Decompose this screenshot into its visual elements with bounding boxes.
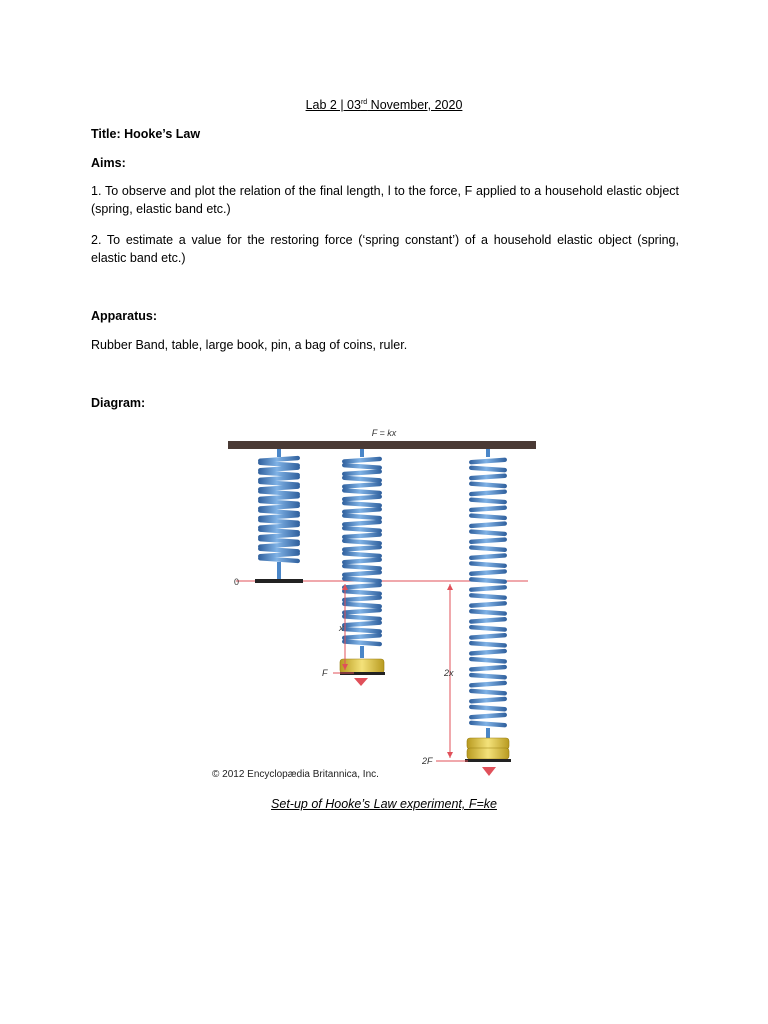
- support-bar: [228, 441, 536, 449]
- aim-item-1: 1. To observe and plot the relation of the final length, l to the force, F applied to a household elastic object (spring, elastic band etc.): [91, 184, 679, 216]
- spring-f-coil: [342, 583, 382, 590]
- spring-2f-coil: [469, 641, 507, 648]
- spring-f-coil: [342, 538, 382, 545]
- spring-2f-coil: [469, 649, 507, 656]
- spring-f-coil: [342, 463, 382, 470]
- x-label: x: [339, 623, 344, 633]
- spring-2f-coil: [469, 689, 507, 696]
- displacement-2x-marker: [421, 584, 468, 766]
- spring-f-coil: [342, 564, 382, 571]
- 2x-label: 2x: [444, 668, 454, 678]
- spring-f-coil: [342, 507, 382, 514]
- spring-2f-coil: [469, 473, 507, 480]
- 2f-label: 2F: [422, 756, 433, 766]
- weight-top: [467, 738, 509, 749]
- spring-2f-coil: [469, 593, 507, 600]
- spring-2f-coil: [469, 625, 507, 632]
- spring-2f-coil: [469, 553, 507, 560]
- spring-f-coil: [342, 601, 382, 608]
- spring-f-coil: [342, 620, 382, 627]
- spring-with-force-f: [340, 449, 385, 686]
- weight-bottom: [467, 748, 509, 759]
- spring-f-coil: [342, 488, 382, 495]
- aims-heading: Aims:: [91, 156, 126, 170]
- spring-f-coil: [342, 469, 382, 476]
- copyright-notice: © 2012 Encyclopædia Britannica, Inc.: [212, 769, 379, 780]
- date-superscript: rd: [360, 98, 368, 106]
- spring-f-coil: [342, 475, 382, 482]
- spring-2f-coil: [469, 601, 507, 608]
- spring-2f-coil: [469, 457, 507, 464]
- spring-f-coil: [342, 532, 382, 539]
- spring-2f-coil: [469, 633, 507, 640]
- spring-2f-coil: [469, 489, 507, 496]
- spring-2f-coil: [469, 657, 507, 664]
- spring-f-coil: [342, 520, 382, 527]
- lab-date: November, 2020: [367, 98, 463, 112]
- spring-2f-coil: [469, 577, 507, 584]
- spring-2f-coil: [469, 681, 507, 688]
- apparatus-list: Rubber Band, table, large book, pin, a bag of coins, ruler.: [91, 338, 408, 352]
- spring-with-force-2f: [465, 449, 511, 776]
- spring-2f-coil: [469, 513, 507, 520]
- spring-f-coil: [342, 482, 382, 489]
- f-label: F: [322, 668, 328, 678]
- spring-f-coil: [342, 614, 382, 621]
- spring-unloaded: [255, 449, 303, 583]
- spring-2f-coil: [469, 481, 507, 488]
- spring-2f-coil: [469, 569, 507, 576]
- spring-2f-coil: [469, 545, 507, 552]
- spring-f-coil: [342, 457, 382, 464]
- spring-f-coil: [342, 501, 382, 508]
- spring-2f-coil: [469, 465, 507, 472]
- spring-2f-coil: [469, 609, 507, 616]
- spring-f-coil: [342, 551, 382, 558]
- spring-f-coil: [342, 576, 382, 583]
- spring-f-coil: [342, 633, 382, 640]
- lab-header: [0, 96, 768, 114]
- spring-2f-coil: [469, 720, 507, 727]
- spring-f-coil: [342, 570, 382, 577]
- force-arrow-2f: [482, 767, 496, 776]
- spring-2f-coil: [469, 497, 507, 504]
- spring-f-coil: [342, 513, 382, 520]
- spring-2f-coil: [469, 585, 507, 592]
- formula-label: F = kx: [371, 428, 397, 438]
- spring-f-coil: [342, 494, 382, 501]
- spring-f-coil: [342, 627, 382, 634]
- spring-2f-coil: [469, 713, 507, 720]
- spring-2f-coil: [469, 697, 507, 704]
- hookes-law-diagram: [206, 420, 536, 785]
- spring-2f-coil: [469, 505, 507, 512]
- figure-caption: Set-up of Hooke’s Law experiment, F=ke: [271, 797, 497, 811]
- spring-f-coil: [342, 595, 382, 602]
- spring-f-coil: [342, 526, 382, 533]
- aim-item-2: 2. To estimate a value for the restoring force (‘spring constant’) of a household elastic object (spring, elastic band etc.): [91, 233, 679, 265]
- spring-f-coil: [342, 557, 382, 564]
- lab-number: Lab 2 | 03: [305, 98, 361, 112]
- spring-f-coil: [342, 545, 382, 552]
- spring-2f-coil: [469, 529, 507, 536]
- spring-f-coil: [342, 639, 382, 646]
- spring-f-coil: [342, 608, 382, 615]
- spring-2f-coil: [469, 705, 507, 712]
- spring-2f-coil: [469, 673, 507, 680]
- spring-2f-coil: [469, 617, 507, 624]
- zero-label: 0: [234, 577, 240, 587]
- spring-2f-coil: [469, 537, 507, 544]
- spring-2f-coil: [469, 665, 507, 672]
- force-arrow-f: [354, 678, 368, 686]
- apparatus-heading: Apparatus:: [91, 309, 157, 323]
- spring-2f-coil: [469, 521, 507, 528]
- document-title: Title: Hooke’s Law: [91, 127, 201, 141]
- spring-2f-coil: [469, 561, 507, 568]
- diagram-heading: Diagram:: [91, 396, 146, 410]
